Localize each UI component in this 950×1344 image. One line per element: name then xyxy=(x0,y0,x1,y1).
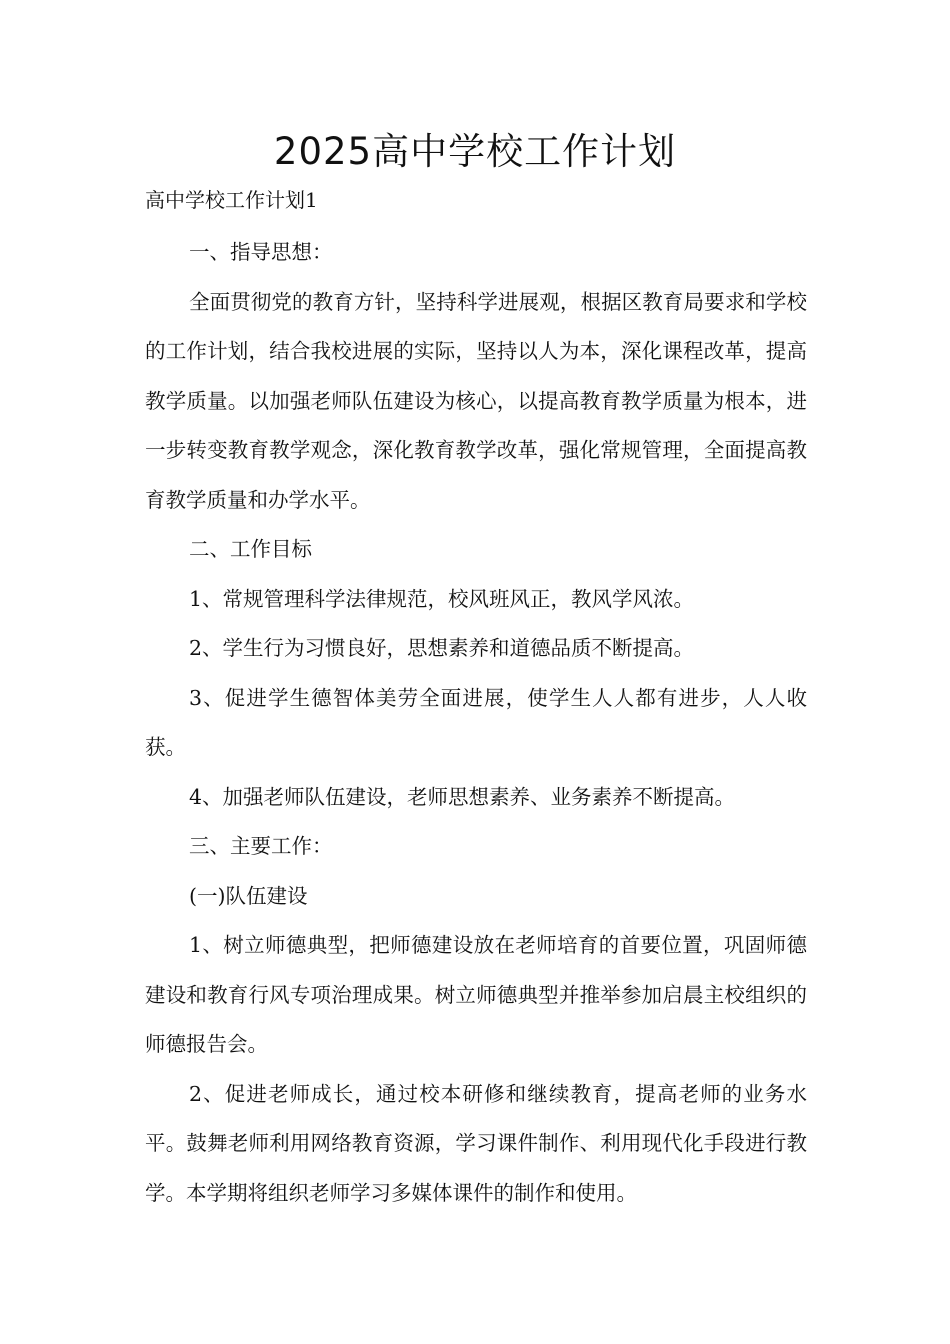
goal-item-2: 2、学生行为习惯良好，思想素养和道德品质不断提高。 xyxy=(189,636,695,660)
team-building-item-1: 1、树立师德典型，把师德建设放在老师培育的首要位置，巩固师德建设和教育行风专项治理成果。树立师德典型并推举参加启晨主校组织的师德报告会。 xyxy=(145,933,807,1056)
goal-item-1: 1、常规管理科学法律规范，校风班风正，教风学风浓。 xyxy=(189,586,695,611)
section-heading-main-work: 三、主要工作： xyxy=(189,834,333,858)
goal-item-4: 4、加强老师队伍建设，老师思想素养、业务素养不断提高。 xyxy=(189,784,736,809)
section-heading-work-goals: 二、工作目标 xyxy=(189,537,312,561)
document-body xyxy=(145,228,807,1218)
section-heading-guiding-thought: 一、指导思想： xyxy=(189,240,333,264)
document-subtitle: 高中学校工作计划1 xyxy=(145,188,318,212)
goal-item-3: 3、促进学生德智体美劳全面进展，使学生人人都有进步，人人收获。 xyxy=(145,685,807,759)
paragraph-guiding-thought: 全面贯彻党的教育方针，坚持科学进展观，根据区教育局要求和学校的工作计划，结合我校进展的实际，坚持以人为本，深化课程改革，提高教学质量。以加强老师队伍建设为核心，以提高教育教学质量为根本，进一步转变教育教学观念，深化教育教学改革，强化常规管理，全面提高教育教学质量和办学水平。 xyxy=(145,289,807,512)
team-building-item-2: 2、促进老师成长，通过校本研修和继续教育，提高老师的业务水平。鼓舞老师利用网络教育资源，学习课件制作、利用现代化手段进行教学。本学期将组织老师学习多媒体课件的制作和使用。 xyxy=(145,1081,807,1205)
document-title: 2025高中学校工作计划 xyxy=(273,130,677,173)
subsection-heading-team-building: (一)队伍建设 xyxy=(189,883,308,908)
